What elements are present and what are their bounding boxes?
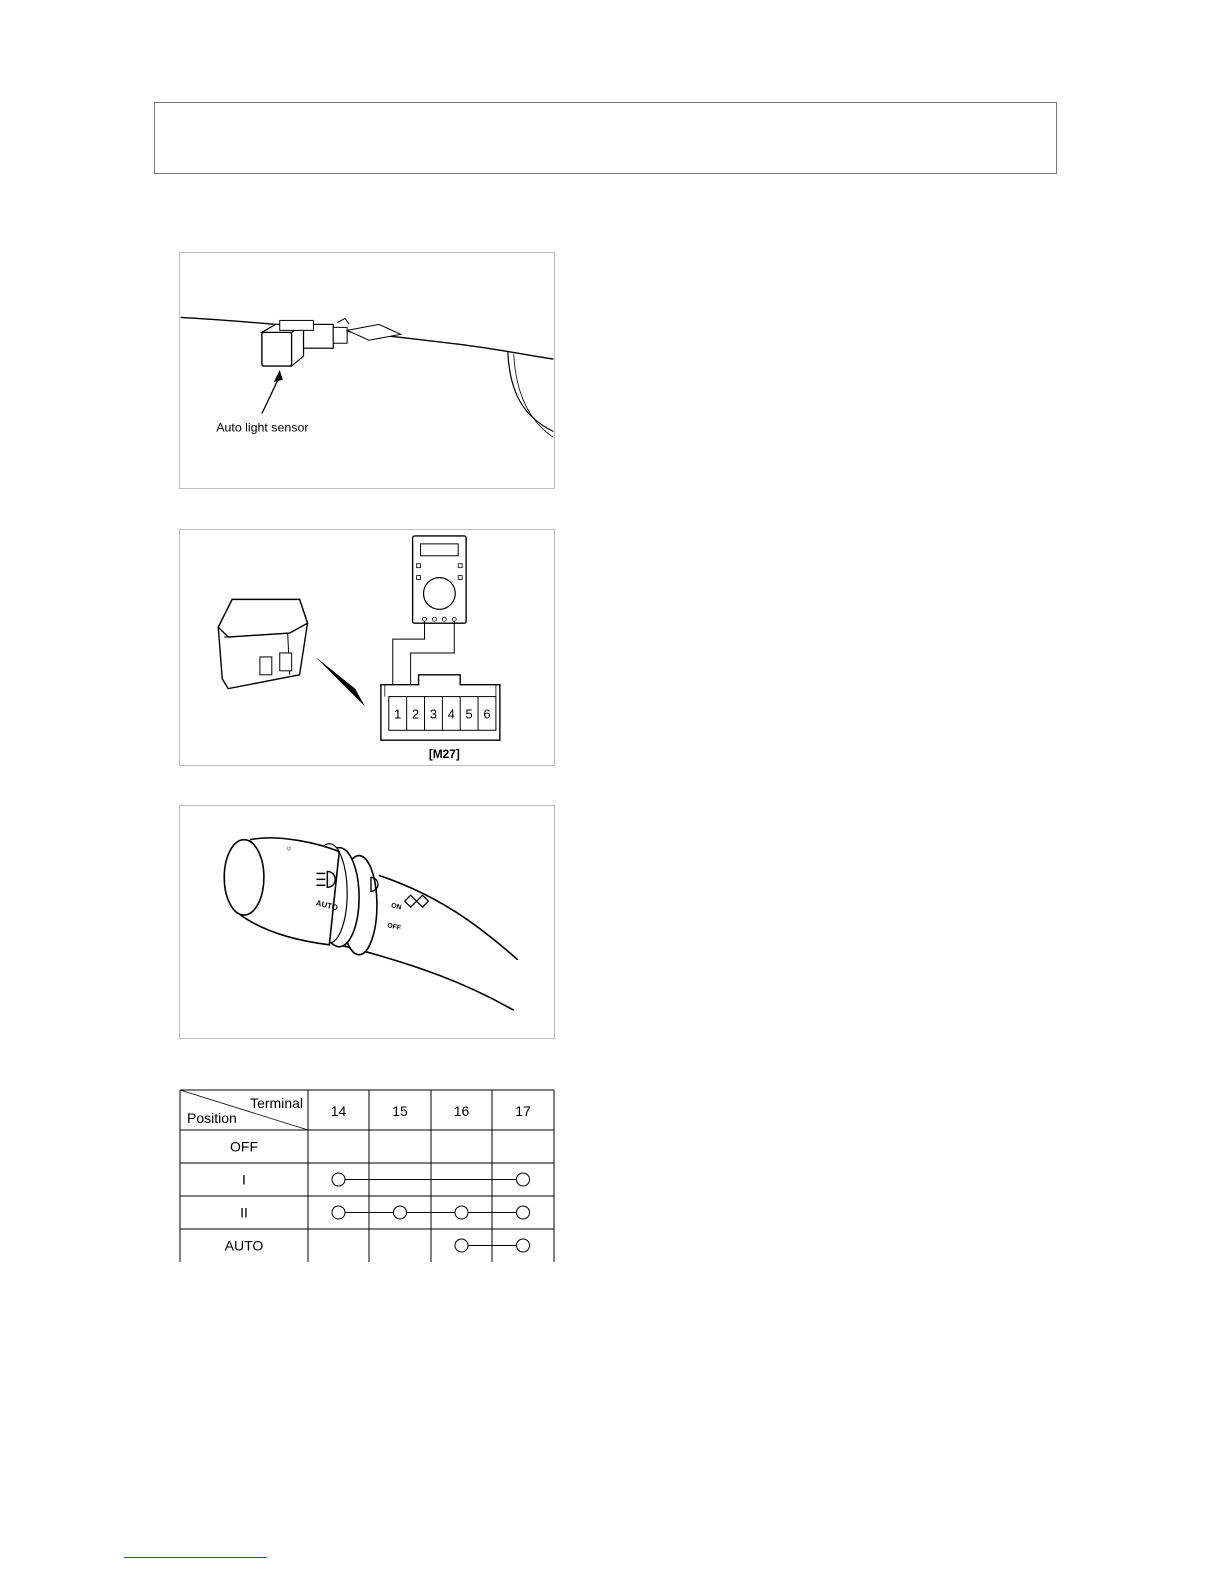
pin-label: 4 bbox=[447, 706, 455, 722]
on-label: ON bbox=[390, 902, 403, 912]
header-position: Position bbox=[187, 1110, 237, 1126]
switch-stalk bbox=[224, 838, 517, 1010]
sensor-shape bbox=[262, 318, 401, 366]
continuity-node bbox=[517, 1239, 530, 1252]
terminal-header: 16 bbox=[453, 1103, 470, 1119]
row-position-label: AUTO bbox=[224, 1237, 264, 1254]
bottom-link-underline[interactable] bbox=[124, 1557, 267, 1558]
connector-label: [M27] bbox=[428, 747, 460, 762]
terminal-header: 15 bbox=[392, 1103, 408, 1119]
continuity-node bbox=[332, 1206, 345, 1219]
auto-light-sensor-figure bbox=[179, 252, 555, 489]
pin-label: 2 bbox=[412, 706, 420, 722]
sensor-location-illustration bbox=[180, 253, 554, 488]
row-position-label: OFF bbox=[230, 1138, 258, 1155]
pin-label: 5 bbox=[465, 706, 473, 722]
sensor-callout-label: Auto light sensor bbox=[216, 420, 309, 435]
svg-text:☼: ☼ bbox=[284, 842, 294, 854]
light-switch-illustration bbox=[180, 806, 554, 1038]
continuity-table-svg bbox=[179, 1089, 555, 1262]
terminal-header: 17 bbox=[515, 1103, 531, 1119]
continuity-node bbox=[455, 1206, 468, 1219]
pin-label: 3 bbox=[429, 706, 438, 722]
multimeter-test-figure bbox=[179, 529, 555, 766]
terminal-header: 14 bbox=[330, 1103, 347, 1119]
sensor-module bbox=[218, 599, 307, 688]
continuity-node bbox=[517, 1206, 530, 1219]
auto-label: AUTO bbox=[314, 898, 339, 913]
header-box bbox=[154, 102, 1057, 174]
pin-label: 1 bbox=[394, 706, 402, 722]
row-position-label: II bbox=[240, 1204, 248, 1221]
light-switch-figure bbox=[179, 805, 555, 1039]
multimeter-diagram bbox=[180, 530, 554, 765]
continuity-node bbox=[332, 1173, 345, 1186]
row-position-label: I bbox=[242, 1171, 246, 1188]
terminal-continuity-table bbox=[179, 1089, 555, 1262]
continuity-node bbox=[455, 1239, 468, 1252]
continuity-node bbox=[394, 1206, 407, 1219]
connector-m27 bbox=[381, 675, 500, 740]
header-terminal: Terminal bbox=[250, 1095, 303, 1111]
off-label: OFF bbox=[386, 922, 402, 933]
pin-label: 6 bbox=[483, 706, 491, 722]
table-content bbox=[225, 1103, 531, 1254]
continuity-node bbox=[517, 1173, 530, 1186]
multimeter-icon bbox=[413, 536, 467, 623]
